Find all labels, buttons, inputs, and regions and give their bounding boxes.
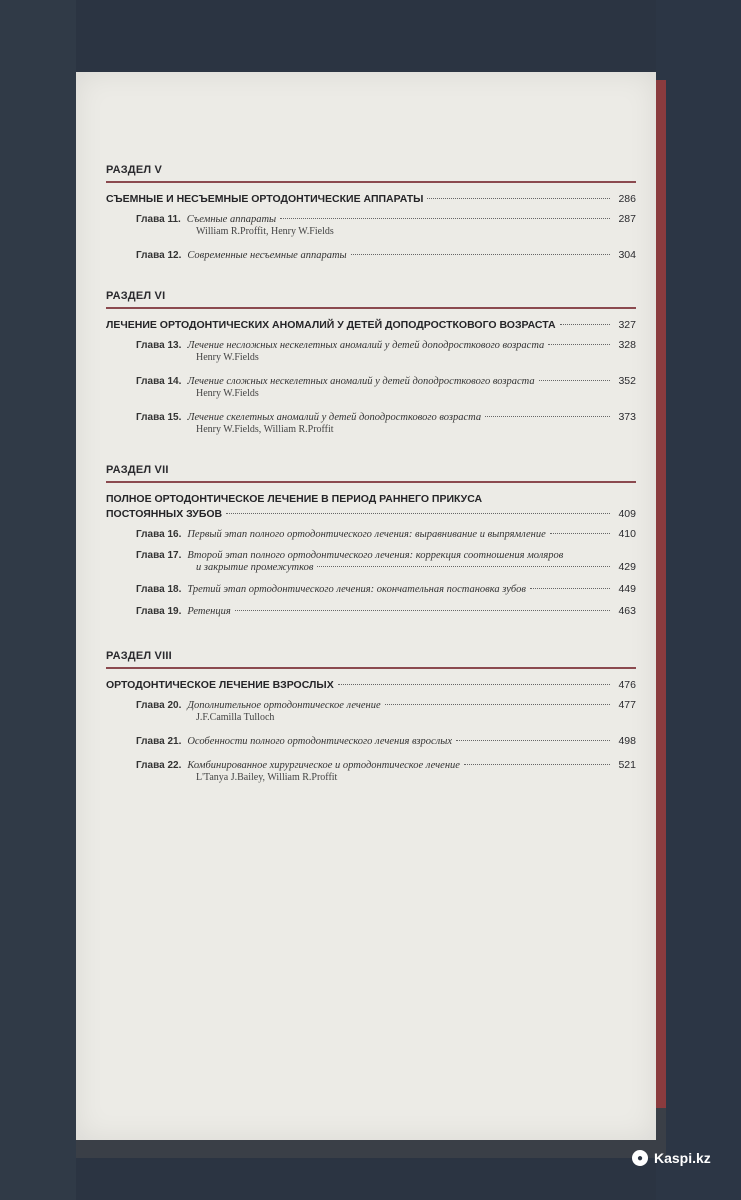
chapter-20: [106, 699, 636, 723]
chapter-label: Глава 14.: [136, 376, 182, 387]
leader-dots: [317, 566, 610, 567]
chapter-18: [106, 583, 636, 595]
section-title-row: [106, 193, 636, 205]
leader-dots: [485, 416, 610, 417]
chapter-title: Ретенция: [187, 606, 231, 617]
leader-dots: [235, 610, 610, 611]
chapter-title: Лечение скелетных аномалий у детей доподросткового возраста: [187, 412, 482, 423]
chapter-title: Современные несъемные аппараты: [187, 250, 347, 261]
chapter-authors: William R.Proffit, Henry W.Fields: [196, 226, 334, 237]
chapter-11: [106, 213, 636, 237]
leader-dots: [280, 218, 610, 219]
chapter-14: [106, 375, 636, 399]
section-title-row: [106, 679, 636, 691]
leader-dots: [550, 533, 610, 534]
chapter-title: Третий этап ортодонтического лечения: окончательная постановка зубов: [187, 584, 526, 595]
kaspi-watermark: [632, 1150, 711, 1166]
section-title-line2: ПОСТОЯННЫХ ЗУБОВ: [106, 508, 223, 520]
chapter-title: Комбинированное хирургическое и ортодонтическое лечение: [187, 760, 460, 771]
section-label: РАЗДЕЛ VII: [106, 464, 636, 483]
chapter-label: Глава 21.: [136, 736, 182, 747]
leader-dots: [338, 684, 610, 685]
section-5: [106, 164, 636, 261]
chapter-label: Глава 12.: [136, 250, 182, 261]
page-number: 410: [618, 528, 636, 540]
chapter-title: Лечение несложных нескелетных аномалий у детей доподросткового возраста: [187, 340, 545, 351]
chapter-13: [106, 339, 636, 363]
chapter-label: Глава 17.: [136, 550, 182, 561]
page-number: 287: [618, 213, 636, 225]
leader-dots: [351, 254, 610, 255]
section-title: СЪЕМНЫЕ И НЕСЪЕМНЫЕ ОРТОДОНТИЧЕСКИЕ АППАРАТЫ: [106, 193, 424, 205]
section-title-row: [106, 508, 636, 520]
chapter-authors: Henry W.Fields: [196, 352, 259, 363]
chapter-15: [106, 411, 636, 435]
page-number: 449: [618, 583, 636, 595]
leader-dots: [464, 764, 610, 765]
watermark-text: Kaspi.kz: [654, 1150, 711, 1166]
chapter-authors: L'Tanya J.Bailey, William R.Proffit: [196, 772, 338, 783]
page-number: 352: [618, 375, 636, 387]
chapter-label: Глава 16.: [136, 529, 182, 540]
section-label: РАЗДЕЛ VIII: [106, 650, 636, 669]
background-left: [0, 0, 76, 1200]
page-number: 286: [618, 193, 636, 205]
chapter-label: Глава 15.: [136, 412, 182, 423]
chapter-authors: Henry W.Fields, William R.Proffit: [196, 424, 334, 435]
chapter-22: [106, 759, 636, 783]
leader-dots: [385, 704, 610, 705]
chapter-title-line1: Второй этап полного ортодонтического лечения: коррекция соотношения моляров: [187, 550, 564, 561]
leader-dots: [226, 513, 610, 514]
chapter-title: Дополнительное ортодонтическое лечение: [187, 700, 381, 711]
page-number: 304: [618, 249, 636, 261]
background-right: [656, 0, 741, 1200]
page-number: 373: [618, 411, 636, 423]
section-label: РАЗДЕЛ VI: [106, 290, 636, 309]
leader-dots: [539, 380, 610, 381]
chapter-16: [106, 528, 636, 540]
leader-dots: [427, 198, 610, 199]
section-title-line1: ПОЛНОЕ ОРТОДОНТИЧЕСКОЕ ЛЕЧЕНИЕ В ПЕРИОД РАННЕГО ПРИКУСА: [106, 493, 483, 505]
chapter-12: [106, 249, 636, 261]
chapter-label: Глава 11.: [136, 214, 181, 225]
chapter-authors: J.F.Camilla Tulloch: [196, 712, 275, 723]
section-label: РАЗДЕЛ V: [106, 164, 636, 183]
page-number: 463: [618, 605, 636, 617]
section-7: [106, 464, 636, 617]
chapter-label: Глава 13.: [136, 340, 182, 351]
chapter-label: Глава 22.: [136, 760, 182, 771]
leader-dots: [456, 740, 610, 741]
page-number: 327: [618, 319, 636, 331]
book-page: [76, 72, 656, 1140]
section-title-row: [106, 319, 636, 331]
chapter-label: Глава 19.: [136, 606, 182, 617]
section-8: [106, 650, 636, 783]
chapter-title: Первый этап полного ортодонтического лечения: выравнивание и выпрямление: [187, 529, 546, 540]
chapter-21: [106, 735, 636, 747]
leader-dots: [548, 344, 610, 345]
chapter-title: Лечение сложных нескелетных аномалий у детей доподросткового возраста: [187, 376, 535, 387]
chapter-authors: Henry W.Fields: [196, 388, 259, 399]
lock-icon: ●: [632, 1150, 648, 1166]
chapter-17: [106, 550, 636, 573]
chapter-title: Съемные аппараты: [186, 214, 277, 225]
section-6: [106, 290, 636, 435]
leader-dots: [530, 588, 610, 589]
page-number: 328: [618, 339, 636, 351]
page-number: 498: [618, 735, 636, 747]
chapter-19: [106, 605, 636, 617]
chapter-title-line2: и закрытие промежутков: [196, 562, 314, 573]
page-number: 429: [618, 561, 636, 573]
page-number: 477: [618, 699, 636, 711]
section-title: ЛЕЧЕНИЕ ОРТОДОНТИЧЕСКИХ АНОМАЛИЙ У ДЕТЕЙ ДОПОДРОСТКОВОГО ВОЗРАСТА: [106, 319, 556, 331]
section-title: ОРТОДОНТИЧЕСКОЕ ЛЕЧЕНИЕ ВЗРОСЛЫХ: [106, 679, 334, 691]
leader-dots: [560, 324, 610, 325]
page-number: 521: [618, 759, 636, 771]
page-number: 409: [618, 508, 636, 520]
chapter-label: Глава 18.: [136, 584, 182, 595]
page-number: 476: [618, 679, 636, 691]
chapter-label: Глава 20.: [136, 700, 182, 711]
chapter-title: Особенности полного ортодонтического лечения взрослых: [187, 736, 453, 747]
